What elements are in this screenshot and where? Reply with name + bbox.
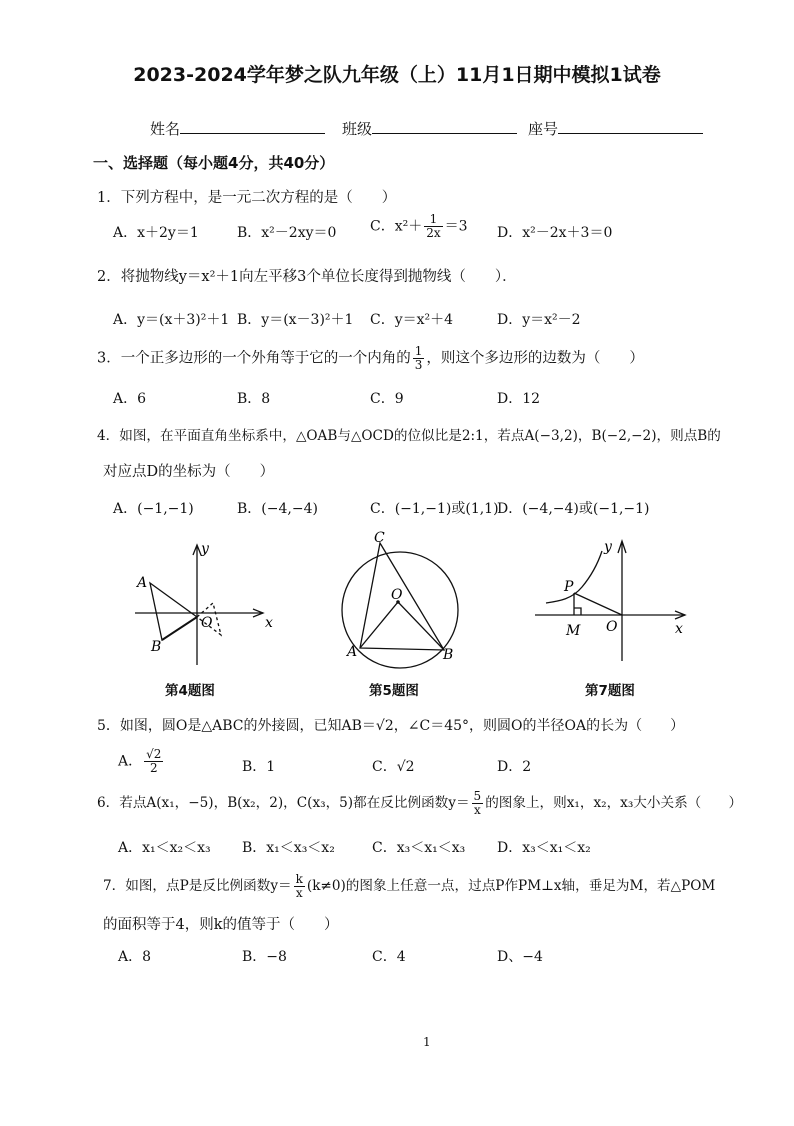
fig7-right-angle [574, 608, 581, 615]
q6-stem-post: 的图象上，则x₁，x₂，x₃大小关系（ ） [485, 795, 743, 811]
q7-option-c[interactable]: C．4 [372, 949, 406, 965]
q1-c-fraction [424, 213, 442, 240]
fig5-label-c: C [374, 530, 385, 546]
q5-option-c[interactable]: C．√2 [372, 759, 415, 775]
q6-fraction [472, 790, 484, 817]
seat-blank[interactable] [558, 119, 703, 134]
figure-5 [330, 530, 470, 670]
q6-option-b[interactable]: B．x₁＜x₃＜x₂ [242, 840, 335, 856]
q3-fraction [413, 345, 425, 372]
fig5-label-b: B [443, 647, 454, 663]
q4-option-c[interactable]: C．(−1,−1)或(1,1) [370, 501, 499, 517]
q4-option-b[interactable]: B．(−4,−4) [237, 501, 318, 517]
q5-a-prefix: A． [118, 753, 143, 770]
name-label: 姓名 [150, 120, 181, 138]
fig5-circle [342, 552, 458, 668]
figure-4-caption: 第4题图 [165, 683, 215, 699]
class-blank[interactable] [372, 119, 517, 134]
q2-option-a[interactable]: A．y＝(x＋3)²＋1 [113, 312, 230, 328]
fig7-label-y: y [604, 539, 612, 555]
q3-option-c[interactable]: C．9 [370, 391, 404, 407]
q2-option-c[interactable]: C．y＝x²＋4 [370, 312, 454, 328]
q5-a-num: √2 [146, 747, 162, 761]
fig5-radii [360, 602, 444, 650]
q7-fraction [294, 873, 305, 900]
page-title: 2023-2024学年梦之队九年级（上）11月1日期中模拟1试卷 [133, 64, 661, 86]
q6-option-c[interactable]: C．x₃＜x₁＜x₃ [372, 840, 466, 856]
fig4-label-x: x [265, 615, 273, 631]
q7-den: x [295, 886, 303, 900]
q1-c-num: 1 [424, 213, 442, 227]
q6-option-a[interactable]: A．x₁＜x₂＜x₃ [118, 840, 211, 856]
q3-option-b[interactable]: B．8 [237, 391, 271, 407]
fig7-label-x: x [675, 621, 683, 637]
figure-7 [530, 535, 695, 665]
figure-5-caption: 第5题图 [369, 683, 419, 699]
fig5-label-a: A [347, 644, 358, 660]
q4-option-d[interactable]: D．(−4,−4)或(−1,−1) [497, 501, 650, 517]
class-label: 班级 [342, 120, 373, 138]
q2-option-d[interactable]: D．y＝x²－2 [497, 312, 581, 328]
fig4-label-o: O [201, 615, 213, 631]
fig4-label-a: A [137, 575, 148, 591]
question-7-stem-line1 [103, 873, 715, 900]
q3-option-a[interactable]: A．6 [113, 391, 147, 407]
class-field[interactable] [342, 118, 517, 139]
q7-option-a[interactable]: A．8 [118, 949, 152, 965]
q5-a-fraction [144, 748, 163, 775]
q1-c-den: 2x [426, 226, 441, 240]
q5-option-b[interactable]: B．1 [242, 759, 276, 775]
q1-c-suffix: ＝3 [444, 218, 468, 235]
q4-option-a[interactable]: A．(−1,−1) [113, 501, 194, 517]
fig7-label-p: P [564, 579, 574, 595]
q3-stem-post: ，则这个多边形的边数为（ ） [426, 350, 644, 367]
fig7-label-o: O [606, 619, 618, 635]
fig4-segment-ob [162, 617, 197, 640]
figure-4 [125, 535, 285, 670]
question-7-stem-line2: 的面积等于4，则k的值等于（ ） [103, 917, 339, 933]
fig7-label-m: M [566, 623, 581, 639]
q6-option-d[interactable]: D．x₃＜x₁＜x₂ [497, 840, 591, 856]
q7-num: k [295, 872, 303, 886]
q2-option-b[interactable]: B．y＝(x－3)²＋1 [237, 312, 354, 328]
q5-option-d[interactable]: D．2 [497, 759, 532, 775]
name-field[interactable] [150, 118, 325, 139]
q1-option-b[interactable]: B．x²－2xy＝0 [237, 225, 337, 241]
q7-option-b[interactable]: B．−8 [242, 949, 287, 965]
fig5-label-o: O [391, 587, 403, 603]
page-number: 1 [423, 1035, 431, 1049]
seat-label: 座号 [528, 120, 559, 138]
q3-den: 3 [414, 358, 423, 372]
question-4-stem-line2: 对应点D的坐标为（ ） [103, 464, 275, 480]
q3-num: 1 [414, 344, 423, 358]
section-heading: 一、选择题（每小题4分，共40分） [93, 154, 335, 172]
q6-stem-pre: 6．若点A(x₁，−5)，B(x₂，2)，C(x₃，5)都在反比例函数y＝ [97, 795, 470, 811]
q7-option-d[interactable]: D、−4 [497, 949, 543, 965]
question-5-stem: 5．如图，圆O是△ABC的外接圆，已知AB＝√2，∠C＝45°，则圆O的半径OA的长为（ ） [97, 718, 685, 734]
fig4-label-b: B [151, 639, 162, 655]
question-2-stem: 2．将抛物线y＝x²＋1向左平移3个单位长度得到抛物线（ ）． [97, 269, 517, 285]
q3-option-d[interactable]: D．12 [497, 391, 541, 407]
question-4-stem-line1: 4．如图，在平面直角坐标系中，△OAB与△OCD的位似比是2:1，若点A(−3,2)，B(−2,−2)，则点B的 [97, 428, 721, 444]
q5-a-den: 2 [149, 761, 158, 775]
q1-c-prefix: C．x²＋ [370, 218, 423, 235]
figure-7-caption: 第7题图 [585, 683, 635, 699]
q6-den: x [473, 803, 481, 817]
q6-num: 5 [473, 789, 482, 803]
question-3-stem [97, 345, 644, 372]
q7-stem-pre: 7．如图，点P是反比例函数y＝ [103, 878, 292, 894]
seat-field[interactable] [528, 118, 703, 139]
fig4-label-y: y [201, 541, 209, 557]
q3-stem-pre: 3．一个正多边形的一个外角等于它的一个内角的 [97, 350, 411, 367]
q1-option-d[interactable]: D．x²－2x＋3＝0 [497, 225, 613, 241]
question-6-stem [97, 790, 742, 817]
q7-stem-post: (k≠0)的图象上任意一点，过点P作PM⊥x轴，垂足为M，若△POM [306, 878, 716, 894]
q1-option-a[interactable]: A．x＋2y＝1 [113, 225, 199, 241]
q5-option-a[interactable] [118, 748, 165, 775]
question-1-stem: 1．下列方程中，是一元二次方程的是（ ） [97, 190, 397, 206]
name-blank[interactable] [180, 119, 325, 134]
q1-option-c[interactable] [370, 213, 468, 240]
